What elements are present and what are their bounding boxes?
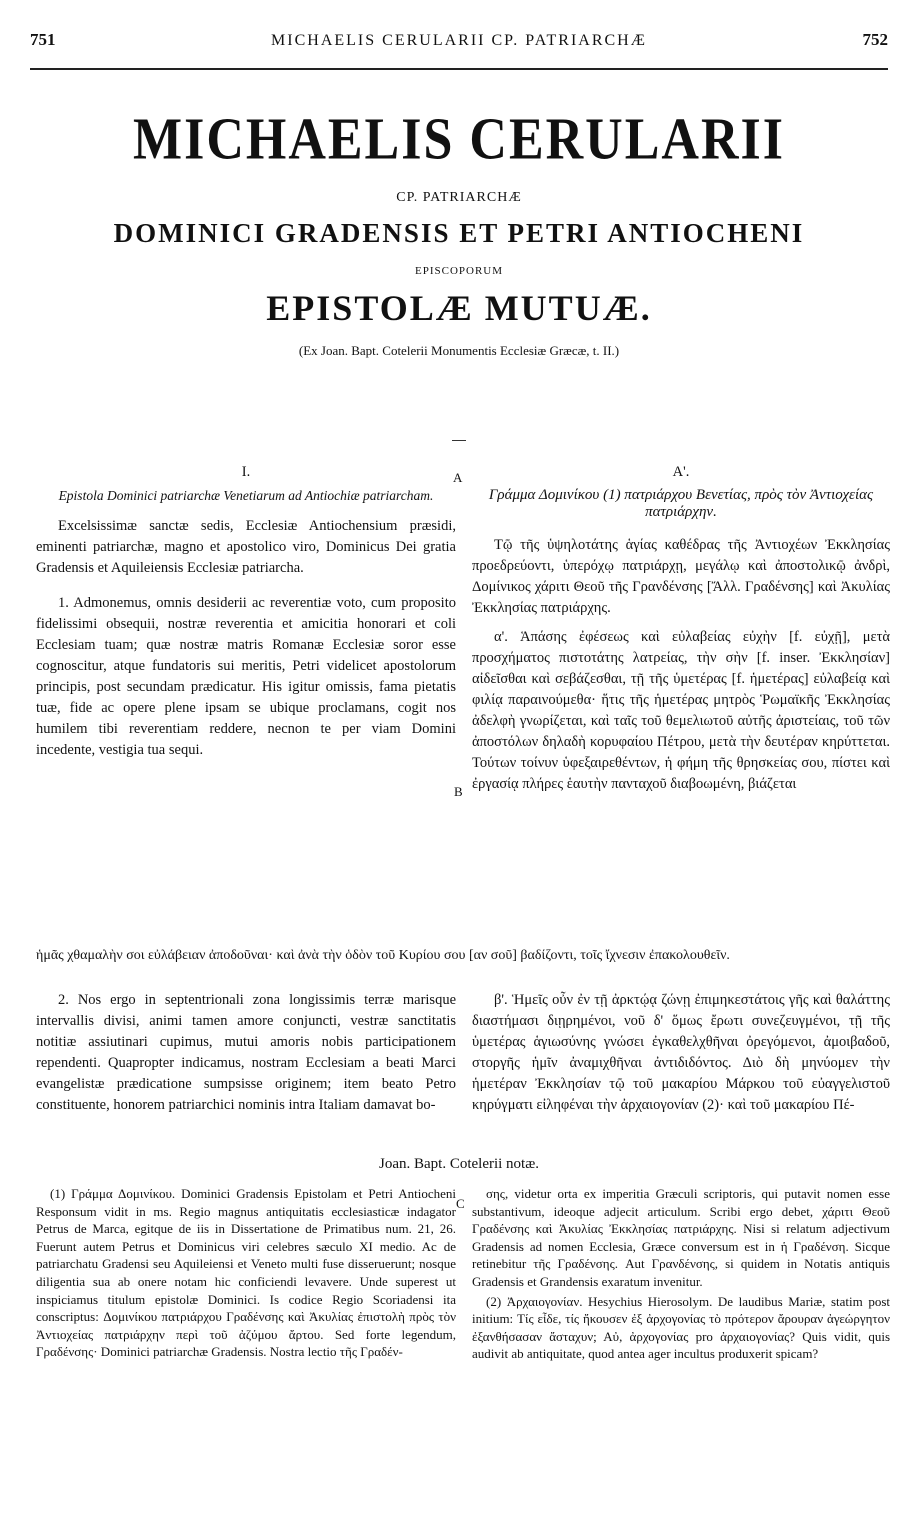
latin-section-number: I.: [241, 464, 251, 480]
notes-right-column: [472, 1185, 890, 1365]
note-paragraph: (1) Γράμμα Δομινίκου. Dominici Gradensis Epistolam et Petri Antiocheni Responsum vidit in ms. Regio magnus antiquitatis ecclesiasticæ indagator Petrus de Marca, egitque de iis in Dissertatione de Primatibus num. 21, 26. Fuerunt autem Petrus et Dominicus viri celebres sæculo XI medio. Ac de patriarchatu Gradensi seu Aquileiensi et Veneto multi fuse disseruerunt; nosque diligentia sua ab onere notam hic conficiendi levavere. Unde superest ut inspiciamus titulum epistolæ Dominici. Is codice Regio Scoriadensi ita conscriptus: Δομινίκου πατριάρχου Γραδένσης καὶ Ἀκυλίας ἐπιστολὴ πρὸς τὸν Ἀντιοχείας πατριάρχην περὶ τοῦ ἀζύμου ἄρτου. Sed forte legendum, Γραδένσης· Dominici patriarchæ Gradensis. Nostra lectio τῆς Γραδέν-: [36, 1186, 456, 1360]
greek-section-number: Α'.: [672, 464, 690, 480]
greek-column-lower: [472, 990, 890, 1124]
main-title: MICHAELIS CERULARII: [133, 106, 785, 173]
subtitle-patriarch: CP. PATRIARCHÆ: [396, 190, 522, 205]
page-number-left: 751: [30, 30, 56, 49]
greek-continuation: ἡμᾶς χθαμαλὴν σοι εὐλάβειαν ἀποδοῦναι· καὶ ἀνὰ τὴν ὁδὸν τοῦ Κυρίου σου [αν σοῦ] βαδίζοντι, τοῖς ἴχνεσιν ἐπακολουθεῖν.: [36, 948, 730, 963]
note-paragraph: (2) Ἀρχαιογονίαν. Hesychius Hierosolym. De laudibus Mariæ, statim post initium: Τίς εἶδε, τίς ἤκουσεν ἐξ ἀρχογονίας τὸ πρότερον ἄρουραν ἀγεώργητον ἐξανθήσασαν ἄσταχυν; Αὐ, ἀρχογονίας pro ἀρχαιογονίας? Quis vidit, quis audivit ab antiquitate, quod antea ager incultus produxerit spicam?: [472, 1293, 890, 1362]
greek-heading: Γράμμα Δομινίκου (1) πατριάρχου Βενετίας, πρὸς τὸν Ἀντιοχείας πατριάρχην.: [488, 487, 874, 520]
running-title: MICHAELIS CERULARII CP. PATRIARCHÆ: [271, 32, 647, 49]
greek-paragraph: Τῷ τῆς ὑψηλοτάτης ἁγίας καθέδρας τῆς Ἀντιοχέων Ἐκκλησίας προεδρεύοντι, ὑπερόχῳ πατριάρχῃ, μεγάλῳ καὶ ἀποστολικῷ ἀνδρὶ, Δομίνικος χάριτι Θεοῦ τῆς Γρανδένσης [Ἄλλ. Γραδένσης] καὶ Ἀκυλίας Ἐκκλησίας πατριάρχης.: [472, 537, 890, 616]
latin-paragraph: 2. Nos ergo in septentrionali zona longissimis terræ marisque intervallis divisi, animi tamen amore conjuncti, vestræ sanctitatis notitiæ assiutinari cupimus, mutui amoris nobis participationem rependenti. Quapropter indicamus, nostram Ecclesiam a beati Marci evangelistæ prædicatione sumpsisse originem; item beato Petro constituente, honorem patriarchici nominis intra Italiam damavat bo-: [36, 992, 456, 1113]
source-note: (Ex Joan. Bapt. Cotelerii Monumentis Ecclesiæ Græcæ, t. II.): [298, 343, 620, 358]
margin-marker-b: B: [454, 784, 463, 799]
running-header: [30, 30, 888, 54]
latin-heading: Epistola Dominici patriarchæ Venetiarum ad Antiochiæ patriarcham.: [58, 488, 434, 503]
notes-left-column: [36, 1185, 456, 1363]
note-paragraph: σης, videtur orta ex imperitia Græculi scriptoris, qui putavit nomen esse substantivum, ideoque adjecit articulum. Scribi ergo debet, χάριτι Θεοῦ Γραδένσης καὶ Ἀκυλίας Ἐκκλησίας πατριάρχης. Nisi si relatum adjectivum Gradensis ad nomen Ecclesia, Græce conversum est in ἡ Γραδένση. Sicque retinebitur τῆς Γραδένσης. Aut Γρανδένσης, si quidem in Notatis antiquis Gradensis et Grandensis exaratum invenitur.: [472, 1186, 890, 1289]
title-block: [30, 108, 888, 359]
header-rule: [30, 68, 888, 70]
latin-column: [36, 462, 456, 769]
latin-paragraph: 1. Admonemus, omnis desiderii ac reverentiæ voto, cum proposito fidelissimi obsequii, nostræ reverentia et amicitia honorari et coli Ecclesiam tuam; quæ nostræ matris Romanæ Ecclesiæ soror esse cognoscitur, atque fundatoris sui meritis, Petri videlicet apostolorum principis, post secundam prædicatur. His igitur omissis, fama pietatis tuæ, fide ac opere plene ipsam se ubique proclamans, cogit nos humilem tibi reverentiam reddere, necnon te per viam Domini incedente, vestigia tua sequi.: [36, 595, 456, 758]
page-number-right: 752: [862, 30, 888, 49]
latin-column-lower: [36, 990, 456, 1124]
greek-paragraph: α'. Ἁπάσης ἐφέσεως καὶ εὐλαβείας εὐχὴν [f. εὐχῇ], μετὰ προσχήματος πιστοτάτης λατρείας, τὴν σὴν [f. inser. Ἐκκλησίαν] αἰδεῖσθαι καὶ σεβάζεσθαι, τῇ τῆς ὑμετέρας [f. ἡμετέρας] εὐλαβείᾳ καὶ φιλίᾳ παραινούμεθα· ἥτις τῆς ἡμετέρας μητρὸς Ῥωμαϊκῆς Ἐκκλησίας ἀδελφὴ γνωρίζεται, καὶ ταῖς τοῦ θεμελιωτοῦ αὐτῆς ἀριστείαις, τοῦ τῶν ἀποστόλων δηλαδὴ κορυφαίου Πέτρου, μετὰ τὴν δευτέραν κηρύττεται. Τούτων τοίνυν ὑφεξαιρεθέντων, ἡ φήμη τῆς θρησκείας σου, πίστει καὶ ἐργασίᾳ πλήρες ἑαυτὴν πανταχοῦ διαβοωμένη, βιάζεται: [472, 629, 890, 792]
subtitle-epistolae: EPISTOLÆ MUTUÆ.: [266, 288, 652, 328]
greek-column: [472, 462, 890, 803]
latin-paragraph: Excelsissimæ sanctæ sedis, Ecclesiæ Antiochensium præsidi, eminenti patriarchæ, magno et apostolico viro, Dominicus Dei gratia Gradensis et Aquileiensis Ecclesiæ patriarcha.: [36, 518, 456, 576]
subtitle-bishops: DOMINICI GRADENSIS ET PETRI ANTIOCHENI: [113, 218, 805, 248]
title-divider: [452, 440, 466, 441]
margin-marker-a: A: [453, 470, 463, 485]
notes-title: Joan. Bapt. Cotelerii notæ.: [379, 1156, 539, 1172]
greek-paragraph: β'. Ἡμεῖς οὖν ἐν τῇ ἀρκτῴᾳ ζώνῃ ἐπιμηκεστάτοις γῆς καὶ θαλάττης διαστήμασι διῃρημένοι, νοῦ δ' ὅμως ἔρωτι συνεζευγμένοι, τῇ τῆς ὑμετέρας ἁγιωσύνης γνώσει ἐγκαθελχθῆναι ὀρεγόμενοι, ἀμοιβαδοῦ, στοργῆς ἡμῖν ἀναμιχθῆναι ἀντιδιδόντος. Διὸ δὴ μηνύομεν τὴν ἡμετέραν Ἐκκλησίαν τῷ τοῦ μακαρίου Μάρκου τοῦ εὐαγγελιστοῦ κηρύγματι εἰληφέναι τὴν ἀρχαιογονίαν (2)· καὶ τοῦ μακαρίου Πέ-: [472, 992, 890, 1113]
margin-marker-c: C: [456, 1196, 465, 1211]
subtitle-episcoporum: EPISCOPORUM: [414, 265, 504, 277]
